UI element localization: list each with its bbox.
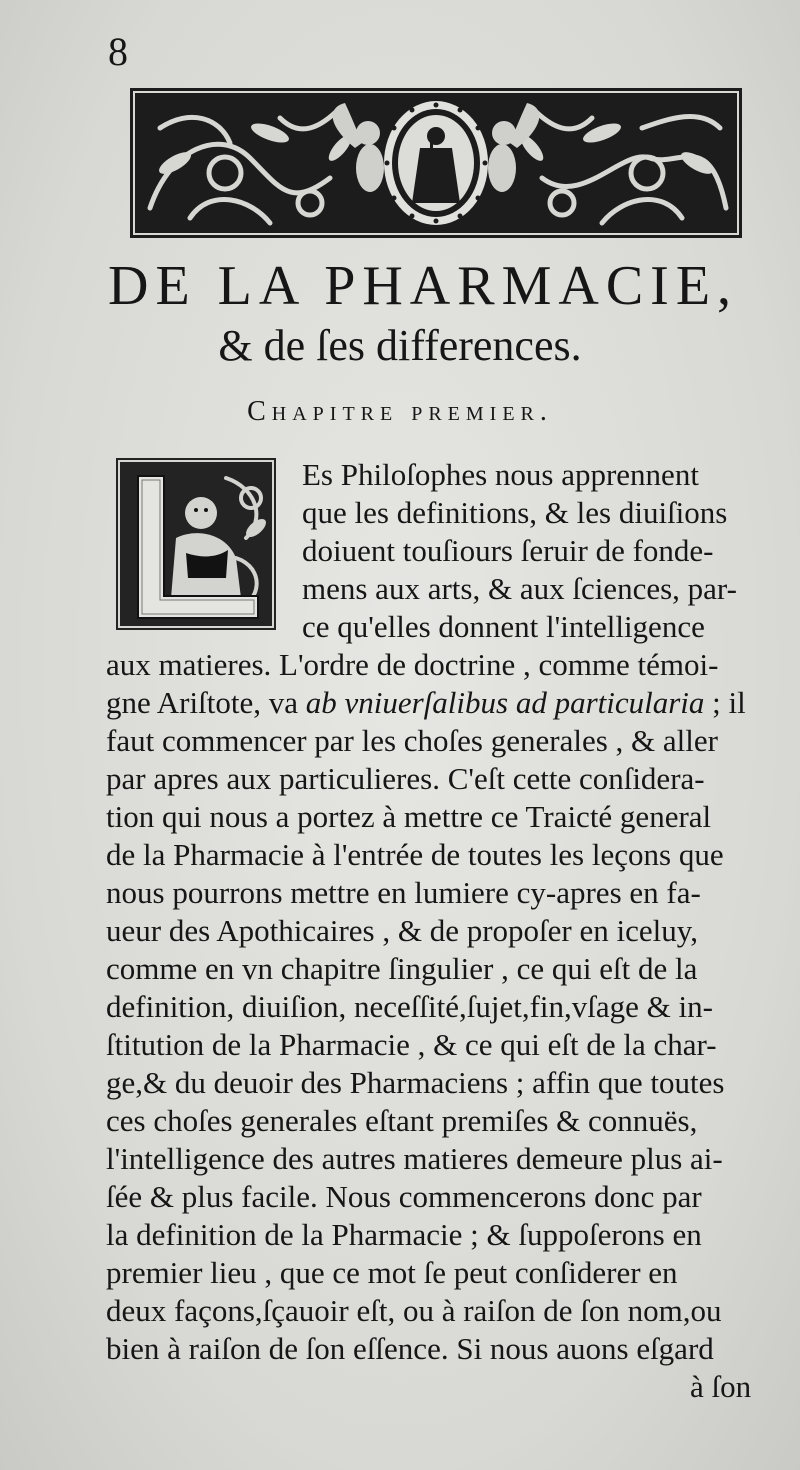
body-line-18: ces choſes generales eſtant premiſes & connuës, [106, 1103, 698, 1138]
chapter-title: DE LA PHARMACIE, [108, 255, 739, 317]
body-line-22: premier lieu , que ce mot ſe peut conſiderer en [106, 1255, 678, 1290]
latin-tail: ; il [704, 685, 746, 720]
body-line-21: la definition de la Pharmacie ; & ſuppoſerons en [106, 1217, 702, 1252]
body-line-12: nous pourrons mettre en lumiere cy-apres en fa- [106, 875, 701, 910]
body-line-9: par apres aux particulieres. C'eſt cette conſidera- [106, 761, 705, 796]
body-line-14: comme en vn chapitre ſingulier , ce qui eſt de la [106, 951, 698, 986]
page-number: 8 [108, 29, 128, 74]
body-line-7 [106, 684, 746, 722]
body-line-17: ge,& du deuoir des Pharmaciens ; affin que toutes [106, 1065, 725, 1100]
body-line-8: faut commencer par les choſes generales , & aller [106, 723, 718, 758]
body-line-10: tion qui nous a portez à mettre ce Traicté general [106, 799, 712, 834]
body-line-7-start: gne Ariſtote, va [106, 685, 298, 720]
latin-phrase: ab vniuerſalibus ad particularia [305, 685, 705, 720]
historiated-initial-l-icon [116, 458, 276, 630]
body-line-11: de la Pharmacie à l'entrée de toutes les leçons que [106, 837, 724, 872]
body-line-3: doiuent touſiours ſeruir de fonde- [302, 533, 714, 568]
ornamental-headpiece [130, 88, 742, 238]
chapter-heading: Chapitre premier. [247, 396, 553, 427]
body-line-13: ueur des Apothicaires , & de propoſer en iceluy, [106, 913, 698, 948]
body-line-4: mens aux arts, & aux ſciences, par- [302, 571, 737, 606]
headpiece-woodcut [130, 88, 742, 238]
body-line-23: deux façons,ſçauoir eſt, ou à raiſon de ſon nom,ou [106, 1293, 722, 1328]
body-line-16: ſtitution de la Pharmacie , & ce qui eſt de la char- [106, 1027, 717, 1062]
body-line-24: bien à raiſon de ſon eſſence. Si nous auons eſgard [106, 1331, 714, 1366]
body-line-19: l'intelligence des autres matieres demeure plus ai- [106, 1141, 723, 1176]
body-line-6: aux matieres. L'ordre de doctrine , comme témoi- [106, 647, 719, 682]
body-line-20: ſée & plus facile. Nous commencerons donc par [106, 1179, 702, 1214]
body-line-15: definition, diuiſion, neceſſité,ſujet,fin,vſage & in- [106, 989, 713, 1024]
body-line-2: que les definitions, & les diuiſions [302, 495, 728, 530]
chapter-subtitle: & de ſes differences. [218, 321, 582, 370]
drop-cap-initial [116, 458, 276, 630]
body-line-5: ce qu'elles donnent l'intelligence [302, 609, 705, 644]
body-line-1: Es Philoſophes nous apprennent [302, 457, 699, 492]
catchword: à ſon [690, 1369, 752, 1404]
